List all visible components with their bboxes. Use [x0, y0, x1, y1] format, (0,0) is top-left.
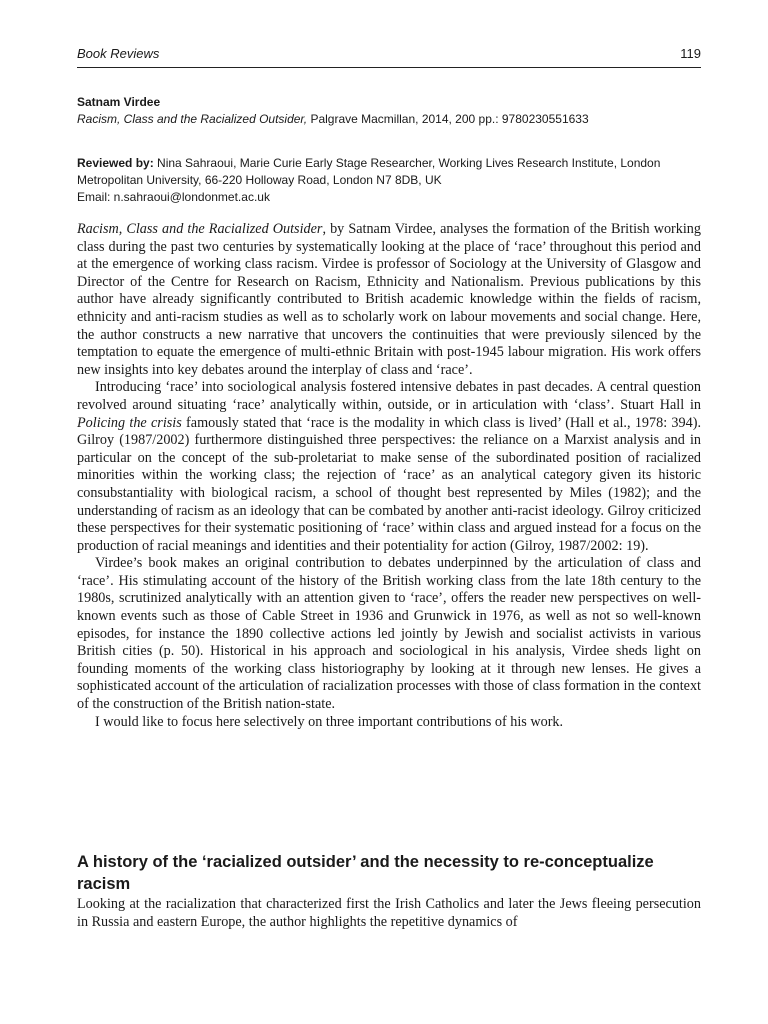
- section-body: [77, 896, 701, 931]
- paragraph-2-a: Introducing ‘race’ into sociological analysis fostered intensive debates in past decades. A central question revolved around situating ‘race’ analytically within, outside, or in articulation with ‘class’. Stuart Hall in: [77, 379, 701, 413]
- review-body: [77, 221, 701, 731]
- book-citation: [77, 111, 701, 128]
- reviewer-info: [77, 155, 701, 206]
- section-heading: A history of the ‘racialized outsider’ and the necessity to re-conceptualize racism: [77, 853, 654, 893]
- paragraph-2: [77, 379, 701, 555]
- reviewed-by-label: Reviewed by:: [77, 156, 154, 170]
- book-author: Satnam Virdee: [77, 95, 161, 109]
- paragraph-4: I would like to focus here selectively on three important contributions of his work.: [95, 713, 564, 730]
- running-head-section: Book Reviews: [77, 46, 160, 61]
- header-rule: [77, 67, 701, 68]
- paragraph-3: Virdee’s book makes an original contribution to debates underpinned by the articulation of class and ‘race’. His stimulating account of the history of the British working class from the late 18th century to the 1980s, scrutinized analytically with an attention given to ‘race’, offers the reader new perspectives on well-known events such as those of Cable Street in 1936 and Grunwick in 1976, as well as not so well-known episodes, for instance the 1890 collective actions led jointly by Jewish and socialist activists in various British cities (p. 50). Historical in his approach and sociological in his analysis, Virdee sheds light on founding moments of the working class historiography by looking at it through new lenses. He gives a sophisticated account of the articulation of racialization processes with those of class formation in the context of the construction of the British nation-state.: [77, 555, 701, 713]
- paragraph-2-cited-title: Policing the crisis: [77, 414, 182, 431]
- paragraph-1-text: , by Satnam Virdee, analyses the formation of the British working class during the past two centuries by systematically looking at the place of ‘race’ throughout this period and at the emergence of working class racism. Virdee is professor of Sociology at the University of Glasgow and Director of the Centre for Research on Racism, Ethnicity and Nationalism. Previous publications by this author have already significantly contributed to British academic knowledge within the fields of racism, ethnicity and anti-racism studies as well as to scholarly work on labour movements and social change. Here, the author constructs a new narrative that uncovers the continuities that were previously silenced by the temptation to equate the emergence of multi-ethnic Britain with post-1945 labour migration. His work offers new insights into key debates around the interplay of class and ‘race’.: [77, 221, 701, 378]
- paragraph-1: [77, 221, 701, 379]
- paragraph-2-b: famously stated that ‘race is the modality in which class is lived’ (Hall et al., 1978: 394). Gilroy (1987/2002) furthermore distinguished three perspectives: the reliance on a Marxist analysis and in particular on the concept of the sub-proletariat to make sense of the subordinated position of racialized minorities within the working class; the rejection of ‘race’ as an analytical category given its historic consubstantiality with biological racism, a school of thought best represented by Miles (1982); and the understanding of racism as an ideology that can be combated by another anti-racist ideology. Gilroy criticized these perspectives for their systematic positioning of ‘race’ within class and argued instead for a focus on the production of racial meanings and identities and their potentiality for action (Gilroy, 1987/2002: 19).: [77, 414, 701, 554]
- page-number: 119: [680, 46, 701, 61]
- reviewer-email: Email: n.sahraoui@londonmet.ac.uk: [77, 190, 270, 204]
- paragraph-1-title: Racism, Class and the Racialized Outsider: [77, 221, 323, 237]
- reviewer-affiliation: Nina Sahraoui, Marie Curie Early Stage Researcher, Working Lives Research Institute, London Metropolitan University, 66-220 Holloway Road, London N7 8DB, UK: [77, 156, 661, 187]
- book-details: Palgrave Macmillan, 2014, 200 pp.: 9780230551633: [307, 112, 589, 126]
- section-paragraph: Looking at the racialization that characterized first the Irish Catholics and later the Jews fleeing persecution in Russia and eastern Europe, the author highlights the repetitive dynamics of: [77, 896, 701, 930]
- book-title: Racism, Class and the Racialized Outsider,: [77, 112, 308, 126]
- running-head: [77, 46, 701, 66]
